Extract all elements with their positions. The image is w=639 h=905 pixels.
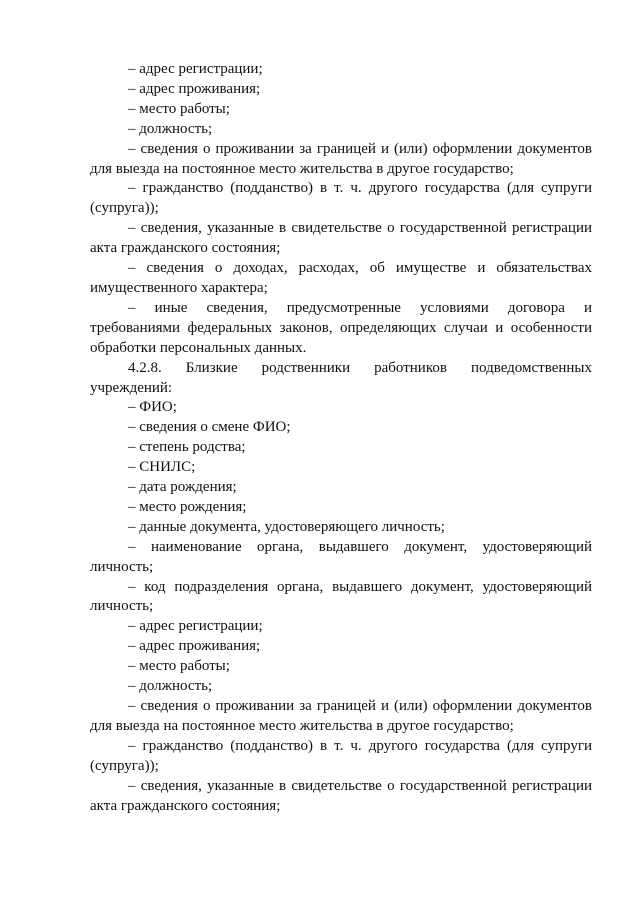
list-item: – сведения о проживании за границей и (или) оформлении документов для выезда на постоянное место жительства в другое государство; [90, 698, 592, 734]
list-item: – иные сведения, предусмотренные условиями договора и требованиями федеральных законов, определяющих случаи и особенности обработки персональных данных. [90, 299, 592, 356]
list-item: – сведения о смене ФИО; [128, 419, 291, 436]
list-item: – гражданство (подданство) в т. ч. другого государства (для супруги (супруга)); [90, 737, 592, 774]
list-item: – сведения о проживании за границей и (или) оформлении документов для выезда на постоянное место жительства в другое государство; [90, 140, 592, 177]
list-item: – адрес проживания; [128, 638, 261, 655]
list-item: – адрес регистрации; [128, 618, 263, 635]
list-item: – ФИО; [128, 399, 177, 416]
list-item: – данные документа, удостоверяющего личность; [128, 518, 445, 535]
list-item: – дата рождения; [128, 479, 237, 496]
list-item: – должность; [128, 120, 213, 137]
document-body [90, 60, 592, 816]
list-item: – адрес регистрации; [128, 61, 263, 77]
list-item: – место рождения; [128, 498, 247, 515]
list-item: – адрес проживания; [128, 80, 261, 97]
list-item: – место работы; [128, 100, 230, 117]
list-item: – сведения, указанные в свидетельстве о государственной регистрации акта гражданского состояния; [90, 220, 592, 257]
list-item: – гражданство (подданство) в т. ч. другого государства (для супруги (супруга)); [90, 180, 592, 217]
list-item: – сведения о доходах, расходах, об имуществе и обязательствах имущественного характера; [90, 260, 592, 296]
list-item: – должность; [128, 678, 213, 695]
list-item: – код подразделения органа, выдавшего документ, удостоверяющий личность; [90, 578, 592, 615]
list-item: – место работы; [128, 658, 230, 675]
section-heading: 4.2.8. Близкие родственники работников подведомственных учреждений: [90, 359, 592, 396]
list-item: – СНИЛС; [128, 459, 196, 476]
list-item: – наименование органа, выдавшего документ, удостоверяющий личность; [90, 538, 592, 575]
list-item: – сведения, указанные в свидетельстве о государственной регистрации акта гражданского состояния; [90, 777, 592, 814]
list-item: – степень родства; [128, 439, 246, 456]
